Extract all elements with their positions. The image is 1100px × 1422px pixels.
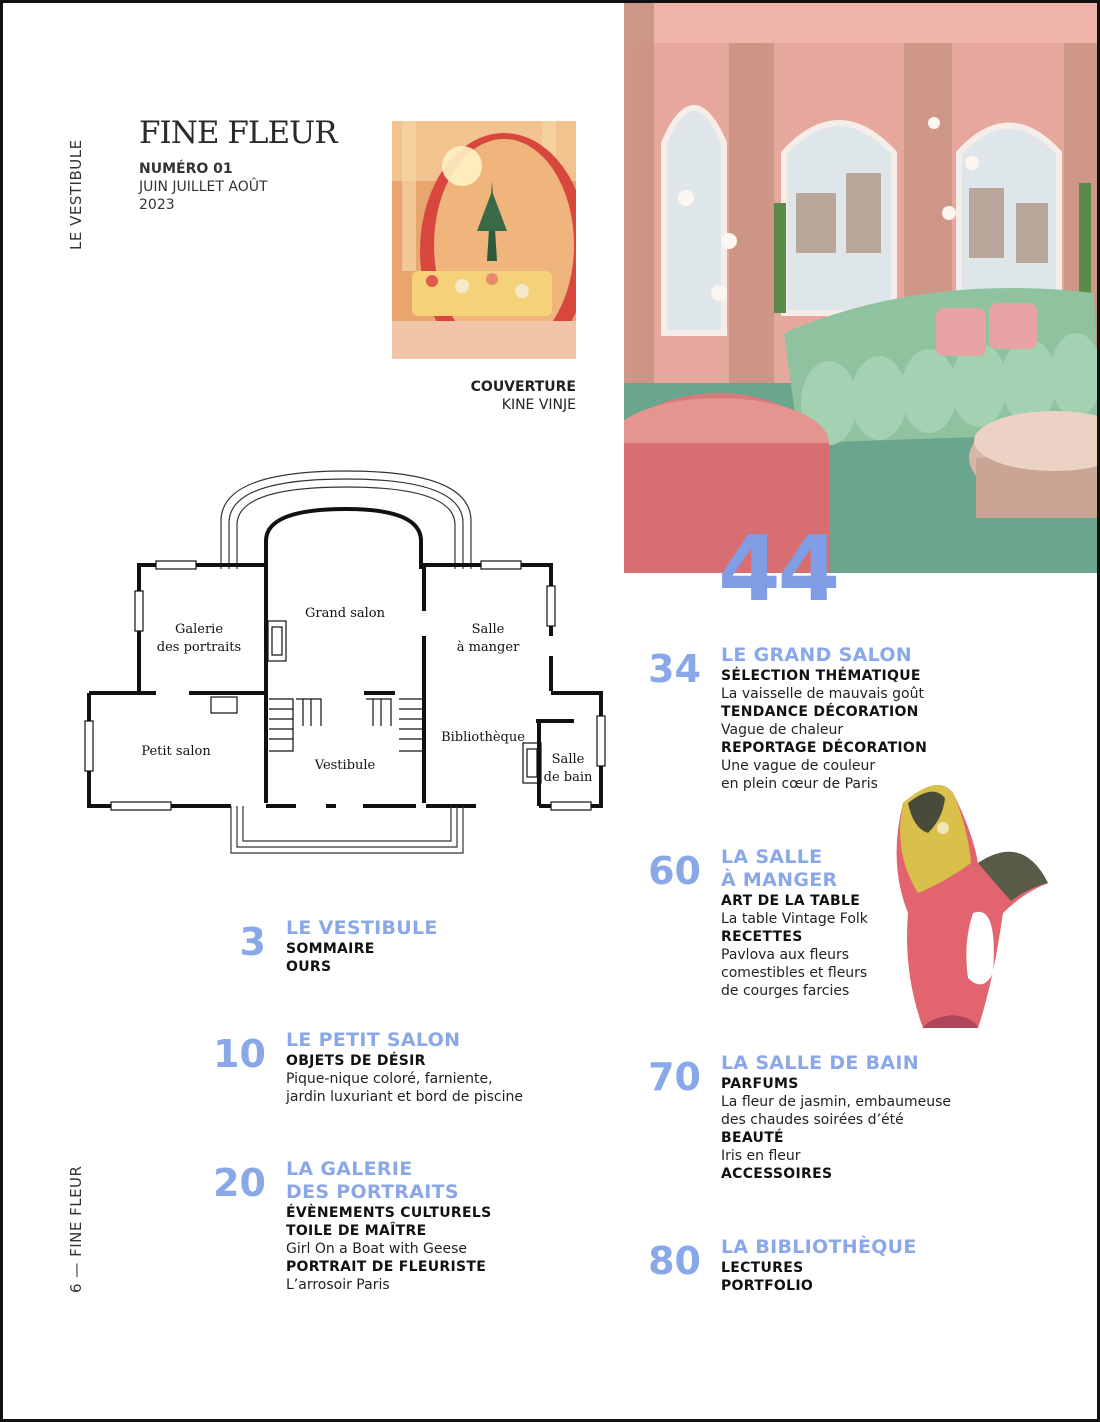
toc-subsection: ACCESSOIRES (721, 1166, 833, 1182)
cover-photographer: KINE VINJE (501, 397, 576, 413)
toc-subsection: PARFUMS (721, 1076, 799, 1092)
toc-page-number: 60 (648, 849, 701, 893)
toc-subsection: OBJETS DE DÉSIR (286, 1053, 426, 1069)
toc-entry (213, 1029, 523, 1106)
toc-description: L’arrosoir Paris (286, 1277, 390, 1293)
cover-credit (423, 378, 576, 414)
toc-description: Pavlova aux fleurs (721, 947, 849, 963)
fish-pitcher-image (883, 773, 1058, 1038)
toc-section-title: LA BIBLIOTHÈQUE (721, 1236, 917, 1258)
toc-entry (648, 644, 928, 793)
toc-subsection: ART DE LA TABLE (721, 893, 861, 909)
toc-description: Iris en fleur (721, 1148, 801, 1164)
room-label-salle-manger-2: à manger (456, 640, 520, 655)
floor-plan-diagram (81, 441, 611, 866)
room-label-salle-bain-2: de bain (543, 770, 593, 785)
toc-description: La fleur de jasmin, embaumeuse (721, 1094, 951, 1110)
room-label-vestibule: Vestibule (314, 758, 376, 773)
toc-page-number: 70 (648, 1055, 701, 1099)
toc-description: La vaisselle de mauvais goût (721, 686, 924, 702)
toc-description: Girl On a Boat with Geese (286, 1241, 468, 1257)
toc-entry (239, 917, 438, 976)
room-label-grand-salon: Grand salon (305, 606, 385, 621)
section-running-head: LE VESTIBULE (67, 139, 85, 250)
toc-subsection: TOILE DE MAÎTRE (286, 1223, 427, 1239)
toc-description: jardin luxuriant et bord de piscine (286, 1089, 523, 1105)
magazine-logo: FINE FLEUR (139, 115, 337, 151)
toc-section-title: DES PORTRAITS (286, 1181, 459, 1203)
issue-season: JUIN JUILLET AOÛT (139, 179, 268, 195)
toc-subsection: SÉLECTION THÉMATIQUE (721, 668, 921, 684)
room-label-petit-salon: Petit salon (141, 744, 211, 759)
toc-entry (648, 846, 868, 1000)
toc-section-title: LA GALERIE (286, 1158, 413, 1180)
toc-description: Vague de chaleur (721, 722, 844, 738)
toc-subsection: RECETTES (721, 929, 803, 945)
toc-section-title: LE PETIT SALON (286, 1029, 461, 1051)
room-label-galerie-2: des portraits (156, 640, 242, 655)
toc-page-number: 34 (648, 647, 701, 691)
toc-subsection: REPORTAGE DÉCORATION (721, 740, 928, 756)
toc-description: de courges farcies (721, 983, 850, 999)
toc-description: Pique-nique coloré, farniente, (286, 1071, 493, 1087)
room-label-salle-bain-1: Salle (551, 752, 585, 767)
toc-page-number: 20 (213, 1161, 266, 1205)
toc-section-title: LE VESTIBULE (286, 917, 438, 939)
toc-entry (213, 1158, 492, 1294)
room-label-salle-manger-1: Salle (471, 622, 505, 637)
feature-page-number: 44 (718, 517, 838, 622)
issue-year: 2023 (139, 197, 175, 213)
toc-subsection: LECTURES (721, 1260, 804, 1276)
folio: 6 — FINE FLEUR (67, 1165, 85, 1293)
toc-section-title: LA SALLE DE BAIN (721, 1052, 919, 1074)
toc-page-number: 3 (239, 920, 266, 964)
toc-description: comestibles et fleurs (721, 965, 868, 981)
cover-thumbnail-image (392, 121, 576, 359)
toc-entry (648, 1236, 917, 1295)
toc-section-title: LE GRAND SALON (721, 644, 912, 666)
toc-subsection: PORTFOLIO (721, 1278, 814, 1294)
room-label-galerie-1: Galerie (174, 622, 224, 637)
toc-entry (648, 1052, 951, 1183)
cover-credit-label: COUVERTURE (470, 379, 576, 395)
toc-subsection: ÉVÈNEMENTS CULTURELS (286, 1205, 492, 1221)
toc-section-title: À MANGER (721, 869, 838, 891)
toc-page-number: 80 (648, 1239, 701, 1283)
toc-subsection: SOMMAIRE (286, 941, 375, 957)
issue-info (139, 160, 268, 214)
toc-page-number: 10 (213, 1032, 266, 1076)
interior-photo (624, 3, 1100, 573)
toc-subsection: BEAUTÉ (721, 1130, 784, 1146)
toc-description: La table Vintage Folk (721, 911, 868, 927)
room-label-bibliotheque: Bibliothèque (441, 730, 525, 745)
toc-subsection: TENDANCE DÉCORATION (721, 704, 919, 720)
toc-subsection: PORTRAIT DE FLEURISTE (286, 1259, 487, 1275)
issue-number: NUMÉRO 01 (139, 161, 233, 177)
toc-description: Une vague de couleur (721, 758, 876, 774)
toc-subsection: OURS (286, 959, 332, 975)
toc-section-title: LA SALLE (721, 846, 823, 868)
toc-description: des chaudes soirées d’été (721, 1112, 904, 1128)
toc-description: en plein cœur de Paris (721, 776, 878, 792)
